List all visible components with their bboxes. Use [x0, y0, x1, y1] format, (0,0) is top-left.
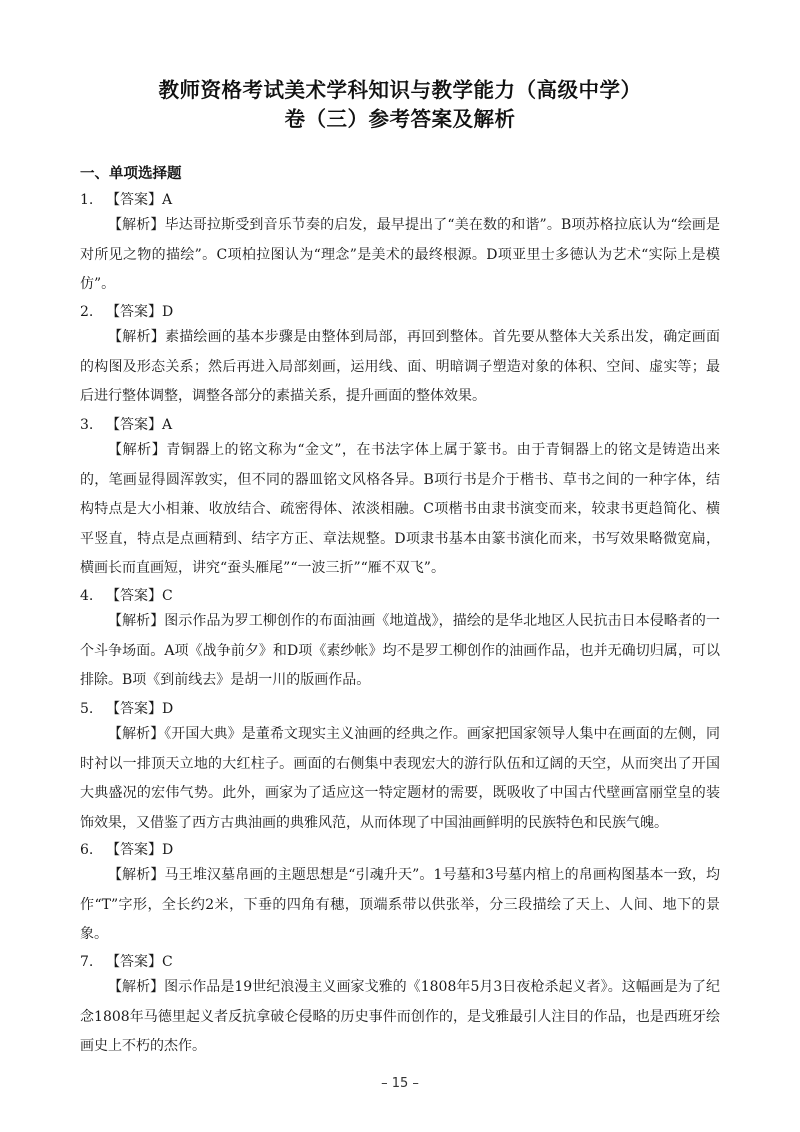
explanation-paragraph	[80, 436, 720, 584]
document-title: 教师资格考试美术学科知识与教学能力（高级中学）	[158, 78, 642, 102]
explanation-text: 图示作品是19世纪浪漫主义画家戈雅的《1808年5月3日夜枪杀起义者》。这幅画是为了纪念1808年马德里起义者反抗拿破仑侵略的历史事件而创作的，是戈雅最引人注目的作品，也是西班牙绘画史上不朽的杰作。	[80, 979, 720, 1055]
question-number: 7.	[80, 954, 94, 970]
answer-line	[80, 697, 173, 721]
answer-value: C	[162, 954, 173, 970]
answer-tag: 【答案】	[106, 954, 162, 970]
explanation-text: 毕达哥拉斯受到音乐节奏的启发，最早提出了“美在数的和谐”。B项苏格拉底认为“绘画是对所见之物的描绘”。C项柏拉图认为“理念”是美术的最终根源。D项亚里士多德认为艺术“实际上是模仿”。	[80, 217, 721, 293]
answer-tag: 【答案】	[106, 417, 162, 433]
explanation-text: 青铜器上的铭文称为“金文”，在书法字体上属于篆书。由于青铜器上的铭文是铸造出来的，笔画显得圆浑敦实，但不同的器皿铭文风格各异。B项行书是介于楷书、草书之间的一种字体，结构特点是大小相兼、收放结合、疏密得体、浓淡相融。C项楷书由隶书演变而来，较隶书更趋简化、横平竖直，特点是点画精到、结字方正、章法规整。D项隶书基本由篆书演化而来，书写效果略微宽扁，横画长而直画短，讲究“蚕头雁尾”“一波三折”“雁不双飞”。	[80, 442, 721, 577]
question-number: 2.	[80, 304, 94, 320]
answer-tag: 【答案】	[106, 588, 162, 604]
section-heading: 一、单项选择题	[80, 166, 182, 182]
explanation-tag: 【解析】	[108, 979, 165, 995]
question-number: 3.	[80, 417, 94, 433]
answer-tag: 【答案】	[106, 701, 162, 717]
answer-tag: 【答案】	[106, 192, 162, 208]
explanation-paragraph	[80, 211, 720, 300]
explanation-tag: 【解析】	[108, 329, 165, 345]
answer-line	[80, 838, 173, 862]
explanation-paragraph	[80, 323, 720, 412]
question-number: 1.	[80, 192, 94, 208]
explanation-paragraph	[80, 861, 720, 950]
answer-tag: 【答案】	[106, 842, 162, 858]
explanation-tag: 【解析】	[108, 217, 165, 233]
page-number: – 15 –	[381, 1076, 419, 1091]
answer-tag: 【答案】	[106, 304, 162, 320]
explanation-tag: 【解析】	[108, 726, 165, 742]
answer-line	[80, 413, 172, 437]
answer-line	[80, 300, 173, 324]
answer-value: C	[162, 588, 173, 604]
answer-value: D	[162, 842, 174, 858]
explanation-paragraph	[80, 973, 720, 1062]
explanation-text: 马王堆汉墓帛画的主题思想是“引魂升天”。1号墓和3号墓内棺上的帛画构图基本一致，均作“T”字形，全长约2米，下垂的四角有穗，顶端系带以供张举，分三段描绘了天上、人间、地下的景象。	[80, 867, 721, 943]
question-number: 5.	[80, 701, 94, 717]
explanation-text: 《开国大典》是董希文现实主义油画的经典之作。画家把国家领导人集中在画面的左侧，同时衬以一排顶天立地的大红柱子。画面的右侧集中表现宏大的游行队伍和辽阔的天空，从而突出了开国大典盛况的宏伟气势。此外，画家为了适应这一特定题材的需要，既吸收了中国古代壁画富丽堂皇的装饰效果，又借鉴了西方古典油画的典雅风范，从而体现了中国油画鲜明的民族特色和民族气魄。	[80, 726, 720, 831]
explanation-tag: 【解析】	[108, 442, 167, 458]
explanation-paragraph	[80, 720, 720, 838]
answer-line	[80, 188, 172, 212]
explanation-tag: 【解析】	[108, 867, 165, 883]
answer-line	[80, 950, 173, 974]
explanation-text: 素描绘画的基本步骤是由整体到局部，再回到整体。首先要从整体大关系出发，确定画面的构图及形态关系；然后再进入局部刻画，运用线、面、明暗调子塑造对象的体积、空间、虚实等；最后进行整体调整，调整各部分的素描关系，提升画面的整体效果。	[80, 329, 720, 405]
answer-value: A	[162, 192, 173, 208]
answer-value: D	[162, 304, 174, 320]
question-number: 4.	[80, 588, 94, 604]
answer-value: A	[162, 417, 173, 433]
explanation-tag: 【解析】	[108, 613, 165, 629]
explanation-text: 图示作品为罗工柳创作的布面油画《地道战》，描绘的是华北地区人民抗击日本侵略者的一个斗争场面。A项《战争前夕》和D项《素纱帐》均不是罗工柳创作的油画作品，也并无确切归属，可以排除。B项《到前线去》是胡一川的版画作品。	[80, 613, 720, 689]
explanation-paragraph	[80, 607, 720, 696]
document-subtitle: 卷（三）参考答案及解析	[284, 107, 516, 131]
answer-value: D	[162, 701, 174, 717]
question-number: 6.	[80, 842, 94, 858]
answer-line	[80, 584, 173, 608]
